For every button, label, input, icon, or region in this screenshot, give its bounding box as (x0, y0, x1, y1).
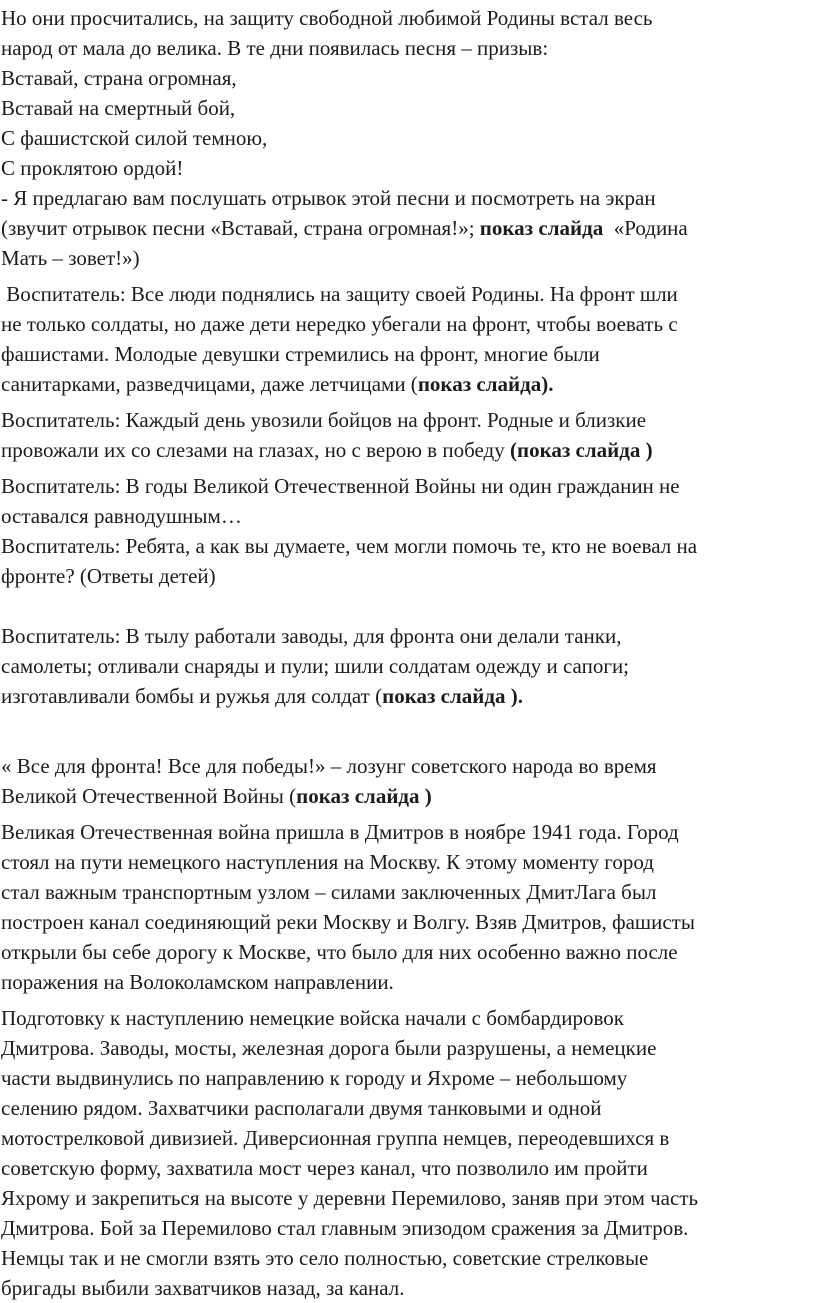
text-line: « Все для фронта! Все для победы!» – лозунг советского народа во время (1, 754, 657, 778)
paragraph-educator-4 (1, 621, 814, 711)
song-line: Вставай, страна огромная, (1, 66, 237, 90)
slide-cue: показ слайда). (417, 372, 554, 396)
text-line (1, 435, 814, 465)
text-run: провожали их со слезами на глазах, но с верою в победу (1, 438, 510, 462)
paragraph-educator-3 (1, 471, 814, 591)
text-line: Немцы так и не смогли взять это село полностью, советские стрелковые (1, 1246, 649, 1270)
paragraph-slogan (1, 751, 814, 811)
text-line (1, 369, 814, 399)
text-line: стоял на пути немецкого наступления на Москву. К этому моменту город (1, 850, 654, 874)
slide-cue: показ слайда (479, 216, 604, 240)
paragraph-battle (1, 1003, 814, 1303)
text-line: Воспитатель: Ребята, а как вы думаете, чем могли помочь те, кто не воевал на (1, 534, 698, 558)
text-line: Подготовку к наступлению немецкие войска начали с бомбардировок (1, 1006, 624, 1030)
slide-cue: показ слайда ). (382, 684, 523, 708)
paragraph-dmitrov-history (1, 817, 814, 997)
text-line (1, 681, 814, 711)
text-line: стал важным транспортным узлом – силами заключенных ДмитЛага был (1, 880, 657, 904)
text-line: фронте? (Ответы детей) (1, 564, 216, 588)
text-line: Дмитрова. Бой за Перемилово стал главным эпизодом сражения за Дмитров. (1, 1216, 689, 1240)
text-line: самолеты; отливали снаряды и пули; шили солдатам одежду и сапоги; (1, 654, 630, 678)
text-line: бригады выбили захватчиков назад, за канал. (1, 1276, 405, 1300)
text-line: Но они просчитались, на защиту свободной любимой Родины встал весь (1, 6, 653, 30)
paragraph-educator-2 (1, 405, 814, 465)
paragraph-intro (1, 3, 814, 273)
text-line: Воспитатель: В годы Великой Отечественной Войны ни один гражданин не (1, 474, 680, 498)
text-line: оставался равнодушным… (1, 504, 242, 528)
text-line: не только солдаты, но даже дети нередко убегали на фронт, чтобы воевать с (1, 312, 678, 336)
text-run: (звучит отрывок песни «Вставай, страна огромная!»; (1, 216, 480, 240)
text-line: народ от мала до велика. В те дни появилась песня – призыв: (1, 36, 549, 60)
text-line: открыли бы себе дорогу к Москве, что было для них особенно важно после (1, 940, 678, 964)
paragraph-educator-1 (1, 279, 814, 399)
text-line: Дмитрова. Заводы, мосты, железная дорога были разрушены, а немецкие (1, 1036, 657, 1060)
slide-cue: (показ слайда ) (509, 438, 653, 462)
text-line: построен канал соединяющий реки Москву и Волгу. Взяв Дмитров, фашисты (1, 910, 695, 934)
song-line: С проклятою ордой! (1, 156, 184, 180)
text-line: Воспитатель: Каждый день увозили бойцов на фронт. Родные и близкие (1, 408, 647, 432)
text-line (1, 781, 814, 811)
song-line: Вставай на смертный бой, (1, 96, 236, 120)
text-line: Воспитатель: Все люди поднялись на защиту своей Родины. На фронт шли (1, 282, 678, 306)
song-line: С фашистской силой темною, (1, 126, 268, 150)
text-line: селению рядом. Захватчики располагали двумя танковыми и одной (1, 1096, 602, 1120)
text-line: Великая Отечественная война пришла в Дмитров в ноябре 1941 года. Город (1, 820, 679, 844)
text-line: Воспитатель: В тылу работали заводы, для фронта они делали танки, (1, 624, 622, 648)
text-line: Мать – зовет!») (1, 246, 140, 270)
text-line: фашистами. Молодые девушки стремились на фронт, многие были (1, 342, 600, 366)
text-run: санитарками, разведчицами, даже летчицами ( (1, 372, 418, 396)
text-line: Яхрому и закрепиться на высоте у деревни Перемилово, заняв при этом часть (1, 1186, 699, 1210)
text-run: «Родина (603, 216, 688, 240)
text-line: части выдвинулись по направлению к городу и Яхроме – небольшому (1, 1066, 628, 1090)
text-line (1, 213, 814, 243)
slide-cue: показ слайда ) (296, 784, 432, 808)
text-run: Великой Отечественной Войны ( (1, 784, 297, 808)
text-line: - Я предлагаю вам послушать отрывок этой песни и посмотреть на экран (1, 186, 656, 210)
text-line: мотострелковой дивизией. Диверсионная группа немцев, переодевшихся в (1, 1126, 670, 1150)
text-line: поражения на Волоколамском направлении. (1, 970, 394, 994)
text-run: изготавливали бомбы и ружья для солдат ( (1, 684, 383, 708)
text-line: советскую форму, захватила мост через канал, что позволило им пройти (1, 1156, 648, 1180)
